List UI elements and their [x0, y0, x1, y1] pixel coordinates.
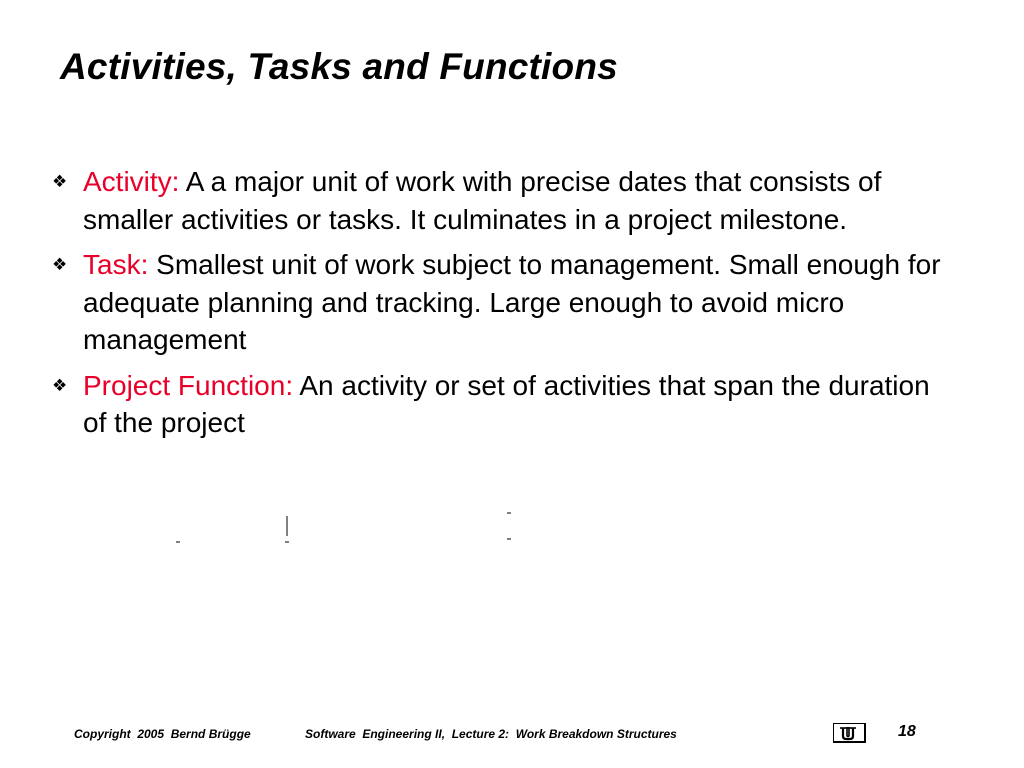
logo-glyph	[834, 724, 865, 742]
bullet-term: Activity:	[83, 166, 180, 197]
footer-course-title: Software Engineering II, Lecture 2: Work Breakdown Structures	[305, 727, 677, 741]
bullet-text: An activity or set of activities that span the duration of the project	[83, 369, 930, 438]
bullet-text: Smallest unit of work subject to management. Small enough for adequate planning and tracking. Large enough to avoid micro management	[83, 249, 941, 355]
bullet-list	[50, 163, 950, 450]
footer-copyright: Copyright 2005 Bernd Brügge	[74, 727, 251, 741]
diamond-bullet-icon: ❖	[52, 375, 68, 396]
tum-logo-icon	[833, 723, 866, 743]
slide-number: 18	[898, 723, 916, 740]
bullet-text: A a major unit of work with precise dates that consists of smaller activities or tasks. It culminates in a project milestone.	[83, 166, 882, 235]
slide-title: Activities, Tasks and Functions	[60, 46, 618, 87]
bullet-item-activity	[50, 163, 950, 238]
bullet-term: Project Function:	[83, 369, 294, 401]
bullet-item-task	[50, 246, 950, 359]
bullet-term: Task:	[83, 249, 149, 280]
diamond-bullet-icon: ❖	[52, 172, 68, 192]
bullet-item-project-function	[50, 367, 950, 442]
diamond-bullet-icon: ❖	[52, 255, 68, 275]
